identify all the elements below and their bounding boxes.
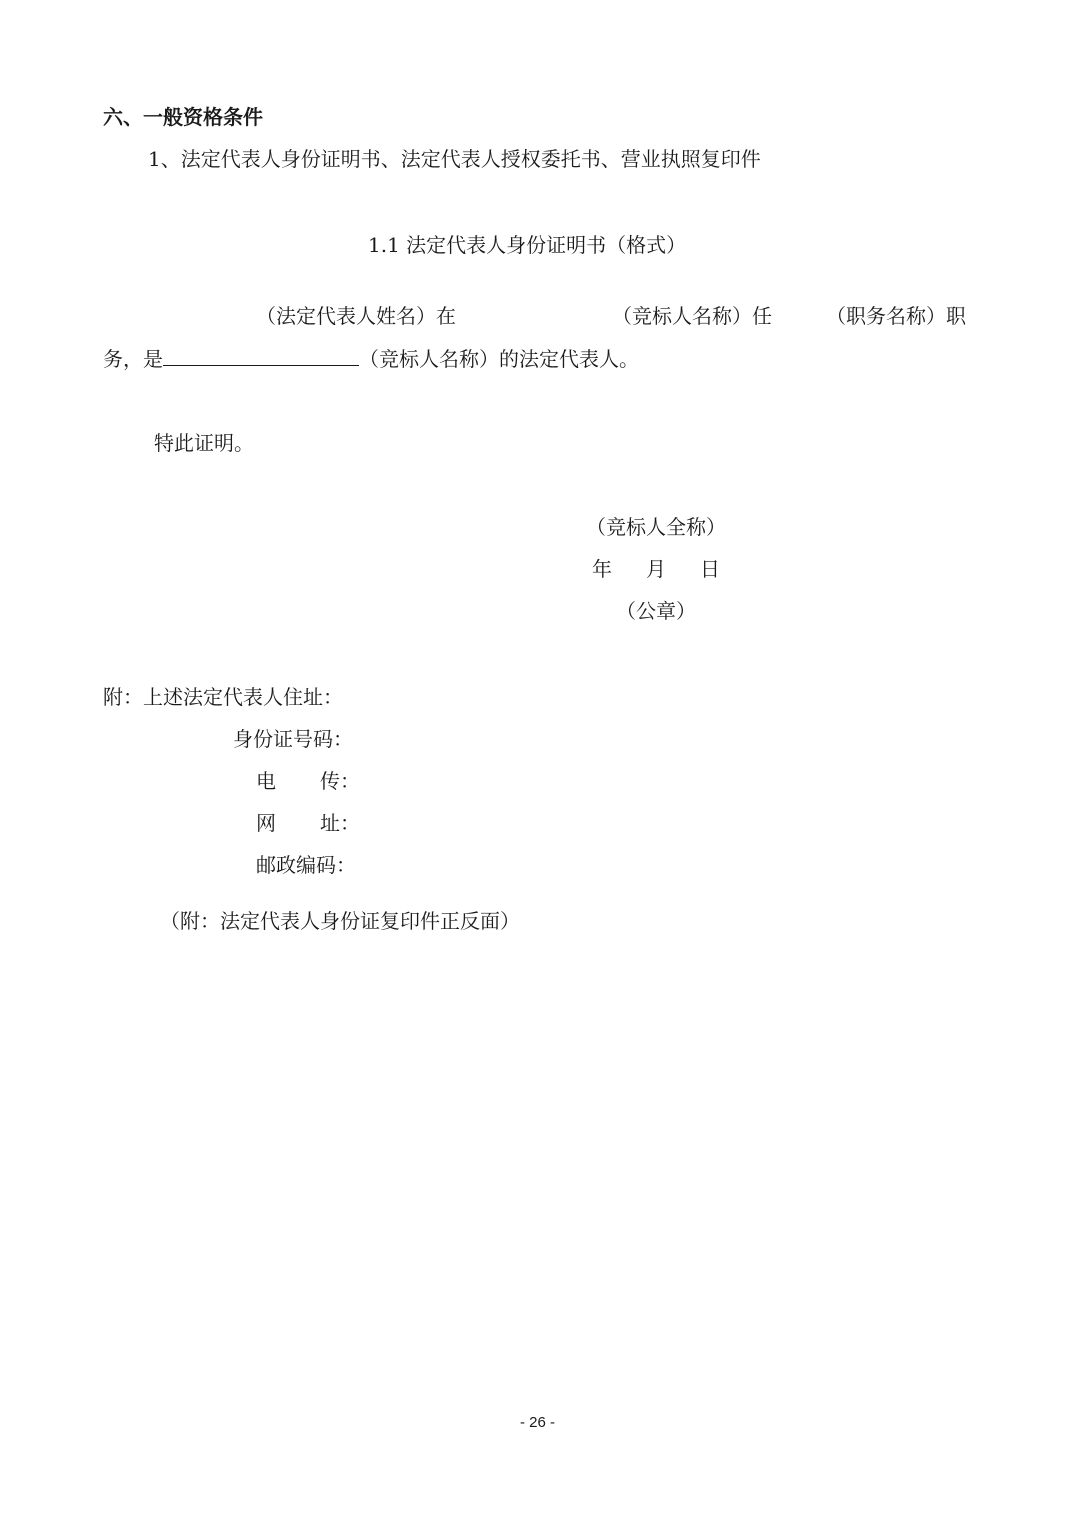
address-label: 附：上述法定代表人住址：: [103, 685, 343, 709]
statement-line2-prefix: 务，是: [103, 347, 163, 371]
fax-label-char1: 电: [256, 769, 276, 793]
statement-name-field: （法定代表人姓名）在: [256, 304, 456, 328]
form-title: 1.1 法定代表人身份证明书（格式）: [368, 233, 687, 257]
attachment-note: （附：法定代表人身份证复印件正反面）: [160, 909, 520, 933]
statement-line2-bidder: （竞标人名称）的法定代表人。: [359, 347, 639, 371]
website-label-char2: 址：: [320, 811, 360, 835]
statement-bidder-field: （竞标人名称）任: [612, 304, 772, 328]
statement-line-2: [103, 346, 639, 372]
bidder-name-blank: [163, 347, 359, 366]
certify-text: 特此证明。: [154, 431, 254, 455]
date-day: 日: [700, 557, 720, 581]
date-year: 年: [592, 557, 612, 581]
website-label-char1: 网: [256, 811, 276, 835]
date-month: 月: [646, 557, 666, 581]
seal-label: （公章）: [616, 599, 696, 623]
section-heading: 六、一般资格条件: [103, 105, 263, 129]
item-1-text: 1、法定代表人身份证明书、法定代表人授权委托书、营业执照复印件: [148, 147, 761, 171]
fax-label-char2: 传：: [320, 769, 360, 793]
statement-position-field: （职务名称）职: [826, 304, 966, 328]
id-number-label: 身份证号码：: [233, 727, 353, 751]
page-number: - 26 -: [520, 1414, 556, 1431]
bidder-full-name: （竞标人全称）: [586, 515, 726, 539]
postcode-label: 邮政编码：: [256, 853, 356, 877]
